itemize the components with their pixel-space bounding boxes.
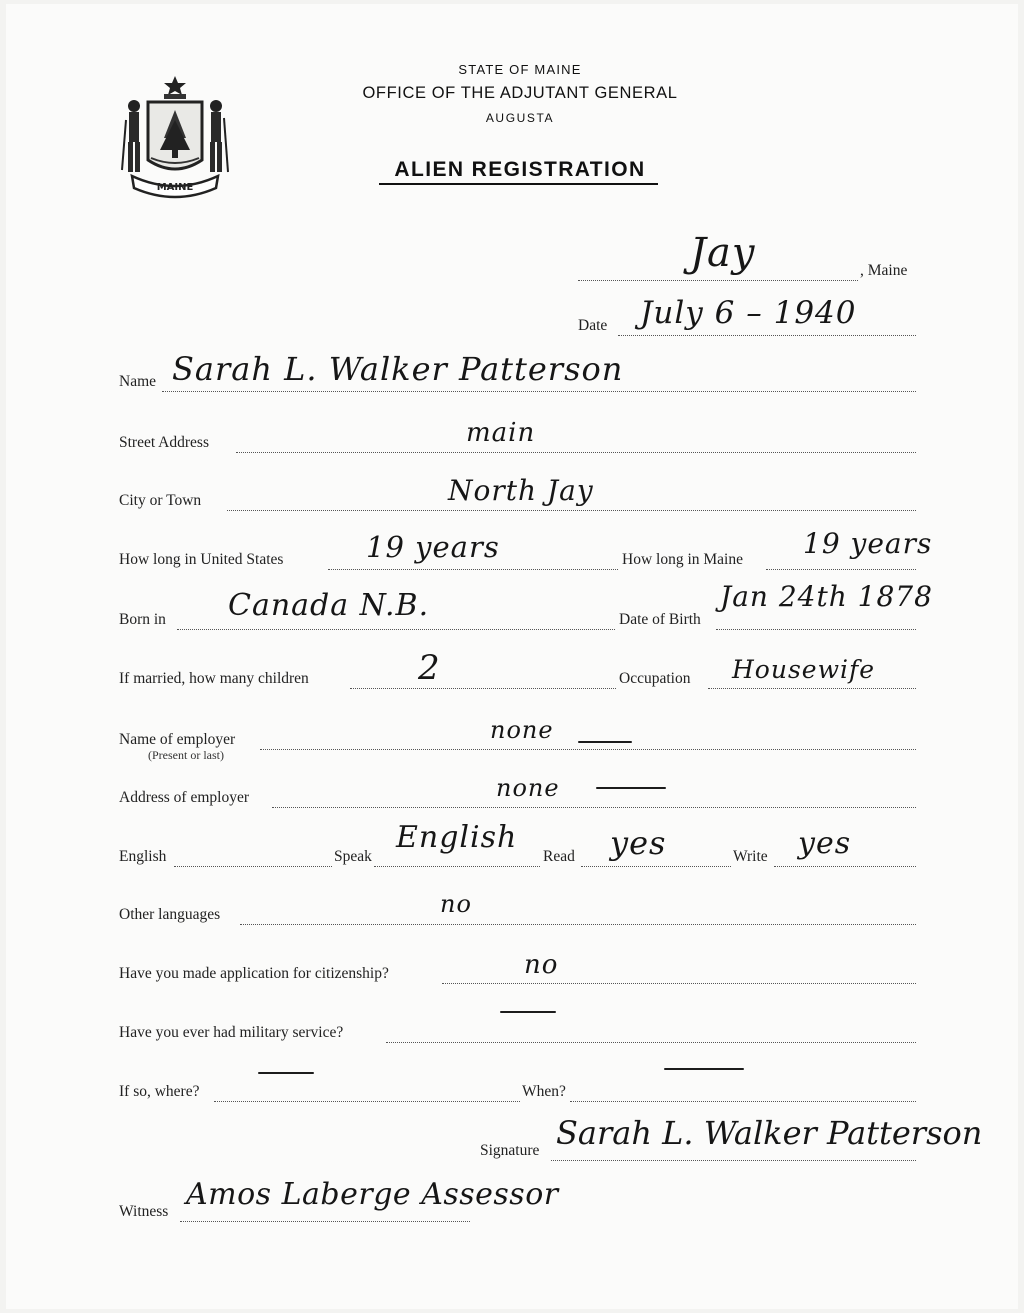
date-of-birth-label: Date of Birth xyxy=(619,611,701,628)
date-line xyxy=(618,335,916,336)
employer-address-line xyxy=(272,807,916,808)
other-languages-entry: no xyxy=(440,890,472,918)
married-children-label: If married, how many children xyxy=(119,670,309,687)
employer-address-stroke xyxy=(596,787,666,789)
how-long-us-entry: 19 years xyxy=(366,530,500,564)
signature-entry: Sarah L. Walker Patterson xyxy=(556,1114,983,1152)
employer-address-label: Address of employer xyxy=(119,789,249,806)
english-write-entry: yes xyxy=(798,826,852,861)
when-dash xyxy=(664,1068,744,1070)
form-title: ALIEN REGISTRATION xyxy=(394,158,646,181)
speak-line xyxy=(374,866,540,867)
how-long-us-label: How long in United States xyxy=(119,551,284,568)
how-long-maine-label: How long in Maine xyxy=(622,551,743,568)
military-line xyxy=(386,1042,916,1043)
english-read-entry: yes xyxy=(610,824,667,862)
occupation-line xyxy=(708,688,916,689)
city-town-label: City or Town xyxy=(119,492,202,509)
witness-line xyxy=(180,1221,470,1222)
read-label: Read xyxy=(543,848,575,865)
citizenship-line xyxy=(442,983,916,984)
how-long-maine-entry: 19 years xyxy=(803,527,933,560)
read-line xyxy=(581,866,731,867)
header-office: OFFICE OF THE ADJUTANT GENERAL xyxy=(362,84,678,102)
employer-name-stroke xyxy=(578,741,632,743)
name-label: Name xyxy=(119,373,157,390)
other-languages-line xyxy=(240,924,916,925)
date-label: Date xyxy=(578,317,608,334)
street-address-entry: main xyxy=(466,418,536,448)
city-town-entry: North Jay xyxy=(448,474,594,507)
write-label: Write xyxy=(733,848,768,865)
citizenship-label: Have you made application for citizenship? xyxy=(119,965,389,982)
street-address-label: Street Address xyxy=(119,434,209,451)
date-entry: July 6 – 1940 xyxy=(640,295,857,331)
header-state: STATE OF MAINE xyxy=(458,62,582,77)
name-entry: Sarah L. Walker Patterson xyxy=(172,350,624,388)
when-label: When? xyxy=(522,1083,566,1100)
other-languages-label: Other languages xyxy=(119,906,221,923)
header-city: AUGUSTA xyxy=(485,111,555,125)
citizenship-entry: no xyxy=(524,950,559,980)
occupation-entry: Housewife xyxy=(732,655,876,684)
english-speak-entry: English xyxy=(396,820,518,855)
town-line xyxy=(578,280,858,281)
maine-label: , Maine xyxy=(860,262,908,279)
speak-label: Speak xyxy=(334,848,372,865)
children-entry: 2 xyxy=(418,648,441,688)
date-of-birth-entry: Jan 24th 1878 xyxy=(720,580,933,613)
employer-name-entry: none xyxy=(490,716,554,744)
employer-name-note: (Present or last) xyxy=(148,748,224,762)
born-in-label: Born in xyxy=(119,611,166,628)
born-in-entry: Canada N.B. xyxy=(228,588,430,623)
employer-name-line xyxy=(260,749,916,750)
english-line xyxy=(174,866,332,867)
military-dash xyxy=(500,1011,556,1013)
how-long-maine-line xyxy=(766,569,916,570)
witness-entry: Amos Laberge Assessor xyxy=(186,1177,559,1212)
seal-text: MAINE xyxy=(156,182,194,193)
how-long-us-line xyxy=(328,569,618,570)
when-line xyxy=(570,1101,916,1102)
occupation-label: Occupation xyxy=(619,670,691,687)
signature-label: Signature xyxy=(480,1142,540,1159)
date-of-birth-line xyxy=(716,629,916,630)
if-so-where-label: If so, where? xyxy=(119,1083,200,1100)
town-entry: Jay xyxy=(690,230,756,276)
signature-line xyxy=(551,1160,916,1161)
employer-address-entry: none xyxy=(496,774,560,802)
married-children-line xyxy=(350,688,616,689)
if-so-where-line xyxy=(214,1101,520,1102)
street-address-line xyxy=(236,452,916,453)
city-town-line xyxy=(227,510,916,511)
born-in-line xyxy=(177,629,615,630)
witness-label: Witness xyxy=(119,1203,169,1220)
name-line xyxy=(162,391,916,392)
form-title-underline xyxy=(379,183,658,185)
military-label: Have you ever had military service? xyxy=(119,1024,344,1041)
write-line xyxy=(774,866,916,867)
if-so-where-dash xyxy=(258,1072,314,1074)
english-label: English xyxy=(119,848,167,865)
employer-name-label: Name of employer xyxy=(119,731,236,748)
